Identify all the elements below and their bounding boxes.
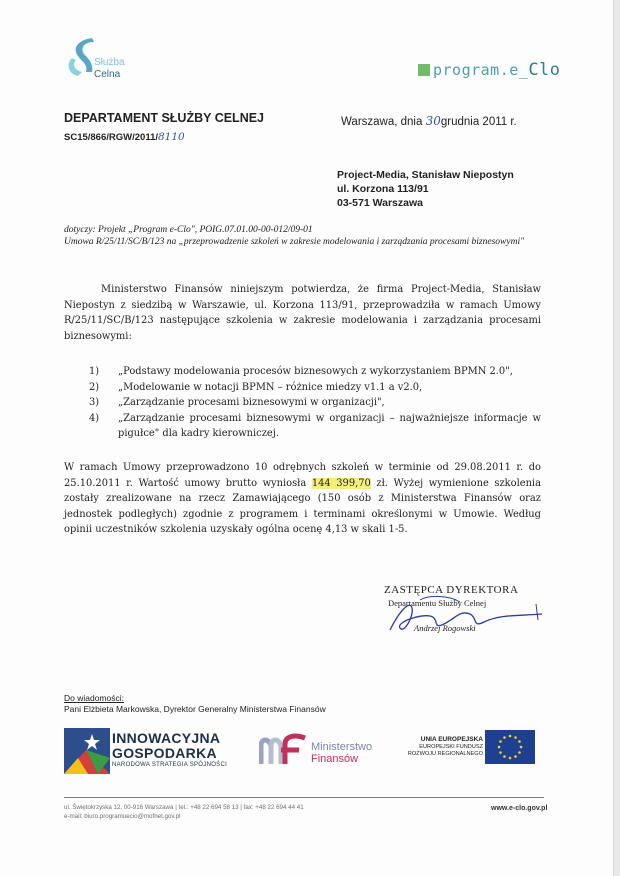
list-item: 1) „Podstawy modelowania procesów biznesowych z wykorzystaniem BPMN 2.0", xyxy=(89,366,513,377)
program-logo-square-icon xyxy=(418,64,430,76)
ministerstwo-finansow-logo-icon xyxy=(259,732,309,766)
signature-department: Departamentu Służby Celnej xyxy=(388,598,487,608)
signature-name: Andrzej Rogowski xyxy=(414,623,476,633)
list-item: 3) „Zarządzanie procesami biznesowymi w organizacji", xyxy=(89,397,385,409)
body-paragraph-1: Ministerstwo Finansów niniejszym potwierdza, że firma Project-Media, Stanisław Niepostyn z siedzibą w Warszawie, ul. Korzona 113/91, przeprowadziła w ramach Umowy R/25/11/SC/B/123 następujące szkolenia w zakresie modelowania i zarządzania procesami biznesowymi: xyxy=(64,284,541,342)
footer-website: www.e-clo.gov.pl xyxy=(491,805,548,812)
handwritten-signature xyxy=(360,580,560,650)
recipient-address: Project-Media, Stanisław Niepostyn ul. Korzona 113/91 03-571 Warszawa xyxy=(337,169,514,209)
eu-fund-text: UNIA EUROPEJSKA EUROPEJSKI FUNDUSZ ROZWOJU REGIONALNEGO xyxy=(407,736,483,757)
subject-block: dotyczy: Projekt „Program e-Clo", POIG.07.01.00-00-012/09-01 Umowa R/25/11/SC/B/123 na „przeprowadzenie szkoleń w zakresie modelowania i zarządzania procesami biznesowymi" xyxy=(64,225,525,247)
contract-amount-highlight: 144 399,70 xyxy=(311,477,371,489)
innowacyjna-gospodarka-logo-icon xyxy=(64,728,110,774)
cc-block: Do wiadomości: Pani Elżbieta Markowska, Dyrektor Generalny Ministerstwa Finansów xyxy=(64,693,326,714)
footer-contact: ul. Świętokrzyska 12, 00-916 Warszawa | tel.: +48 22 694 58 13 | fax: +48 22 694 44 41 e-mail: biuro.programuecio@mofnet.gov.pl xyxy=(64,804,304,820)
innowacyjna-gospodarka-text: INNOWACYJNA GOSPODARKA NARODOWA STRATEGIA SPÓJNOŚCI xyxy=(112,730,228,768)
list-item: 2) „Modelowanie w notacji BPMN – różnice miedzy v1.1 a v2.0, xyxy=(89,381,423,393)
sluzba-celna-name: Służba Celna xyxy=(94,57,125,80)
signature-title: ZASTĘPCA DYREKTORA xyxy=(384,584,519,596)
list-item: 4) „Zarządzanie procesami biznesowymi w organizacji – najważniejsze informacje w pigułce" dla kadry kierowniczej. xyxy=(89,412,541,440)
ministerstwo-finansow-text: Ministerstwo Finansów xyxy=(311,741,373,765)
letter-date: Warszawa, dnia 30grudnia 2011 r. xyxy=(341,114,517,128)
footer-divider xyxy=(64,797,544,798)
department-title: DEPARTAMENT SŁUŻBY CELNEJ xyxy=(64,111,265,125)
program-e-clo-logo: program.e_ Clo xyxy=(418,60,561,80)
eu-flag-icon xyxy=(485,730,535,764)
body-paragraph-2: W ramach Umowy przeprowadzono 10 odrębnych szkoleń w terminie od 29.08.2011 r. do 25.10.2011 r. Wartość umowy brutto wyniosła 144 399,70 zł. Wyżej wymienione szkolenia zostały zrealizowane na rzecz Zamawiającego (150 osób z Ministerstwa Finansów oraz jednostek podległych) zgodnie z programem i terminami określonymi w Umowie. Według opinii uczestników szkolenia uzyskały ogólna ocenę 4,13 w skali 1-5. xyxy=(64,462,541,536)
training-list xyxy=(89,364,541,442)
reference-number: SC15/866/RGW/2011/8110 xyxy=(64,131,185,143)
